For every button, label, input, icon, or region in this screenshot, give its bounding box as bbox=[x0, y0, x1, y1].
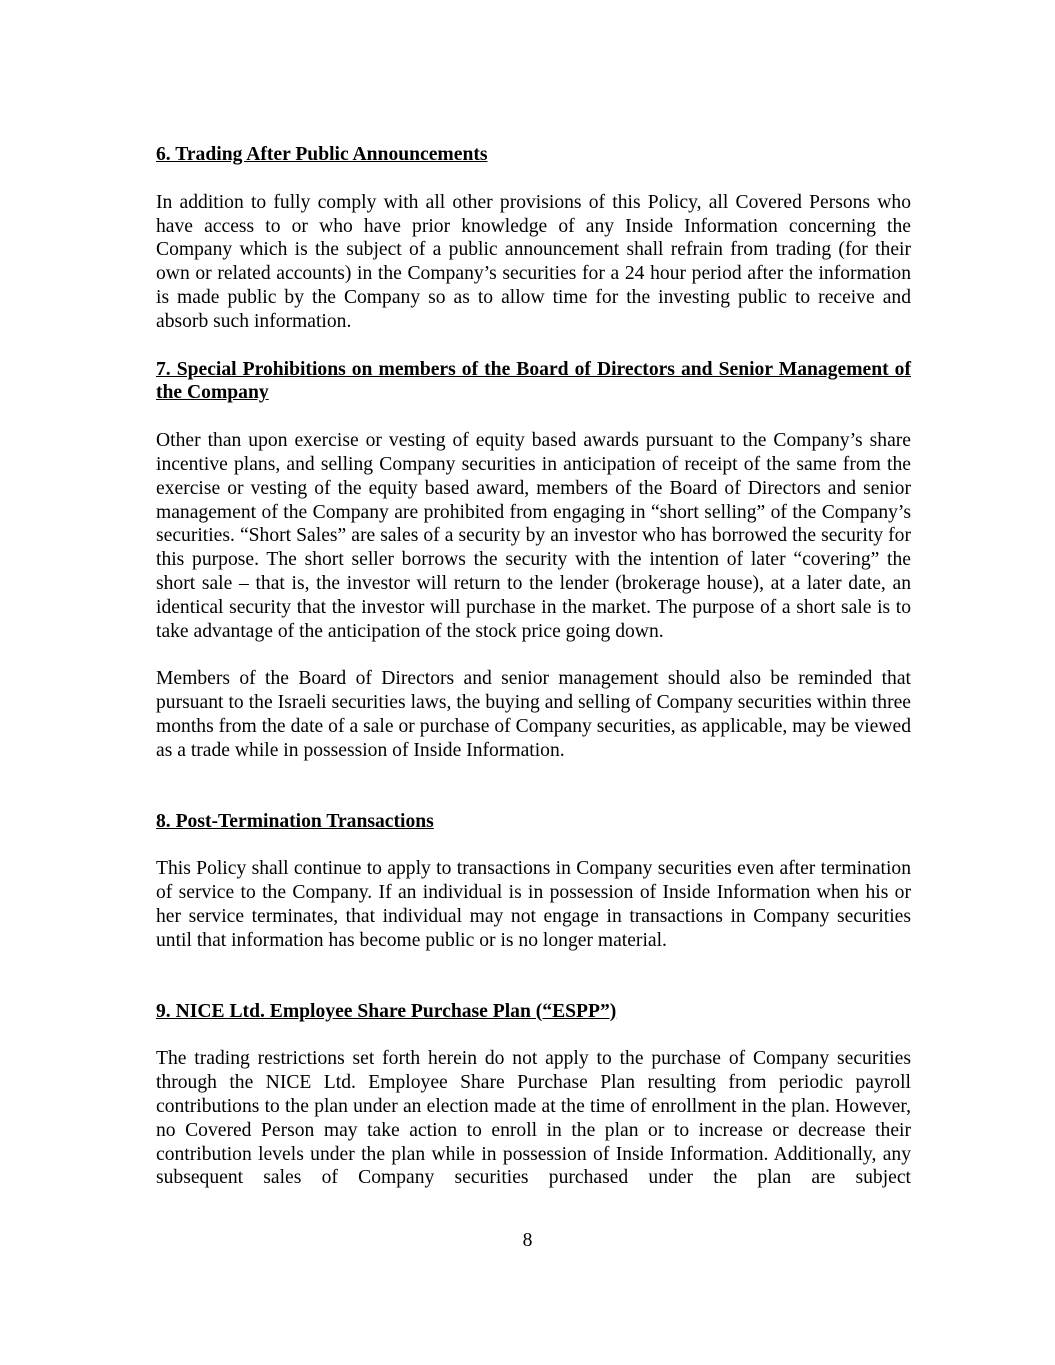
section-9-heading: 9. NICE Ltd. Employee Share Purchase Plan (“ESPP”) bbox=[156, 1000, 617, 1022]
section-7-heading: 7. Special Prohibitions on members of the Board of Directors and Senior Management of the Company bbox=[156, 358, 911, 404]
section-7-paragraph-2: Members of the Board of Directors and senior management should also be reminded that pursuant to the Israeli securities laws, the buying and selling of Company securities within three months from the date of a sale or purchase of Company securities, as applicable, may be viewed as a trade while in possession of Inside Information. bbox=[156, 668, 911, 761]
section-7-paragraph-1: Other than upon exercise or vesting of equity based awards pursuant to the Company’s share incentive plans, and selling Company securities in anticipation of receipt of the same from the exercise or vesting of the equity based award, members of the Board of Directors and senior management of the Company are prohibited from engaging in “short selling” of the Company’s securities. “Short Sales” are sales of a security by an investor who has borrowed the security for this purpose. The short seller borrows the security with the intention of later “covering” the short sale – that is, the investor will return to the lender (brokerage house), at a later date, an identical security that the investor will purchase in the market. The purpose of a short sale is to take advantage of the anticipation of the stock price going down. bbox=[156, 430, 911, 642]
page-number: 8 bbox=[522, 1230, 533, 1251]
section-6-paragraph-1: In addition to fully comply with all other provisions of this Policy, all Covered Persons who have access to or who have prior knowledge of any Inside Information concerning the Company which is the subject of a public announcement shall refrain from trading (for their own or related accounts) in the Company’s securities for a 24 hour period after the information is made public by the Company so as to allow time for the investing public to receive and absorb such information. bbox=[156, 191, 911, 332]
document-page bbox=[156, 143, 911, 1190]
section-6-heading: 6. Trading After Public Announcements bbox=[156, 144, 488, 165]
section-8-paragraph-1: This Policy shall continue to apply to transactions in Company securities even after termination of service to the Company. If an individual is in possession of Inside Information when his or her service terminates, that individual may not engage in transactions in Company securities until that information has become public or is no longer material. bbox=[156, 858, 911, 951]
section-8-heading: 8. Post-Termination Transactions bbox=[156, 810, 434, 832]
section-9-paragraph-1: The trading restrictions set forth herein do not apply to the purchase of Company securities through the NICE Ltd. Employee Share Purchase Plan resulting from periodic payroll contributions to the plan under an election made at the time of enrollment in the plan. However, no Covered Person may take action to enroll in the plan or to increase or decrease their contribution levels under the plan while in possession of Inside Information. Additionally, any subsequent sales of Company securities purchased under the plan are subject bbox=[156, 1048, 911, 1189]
